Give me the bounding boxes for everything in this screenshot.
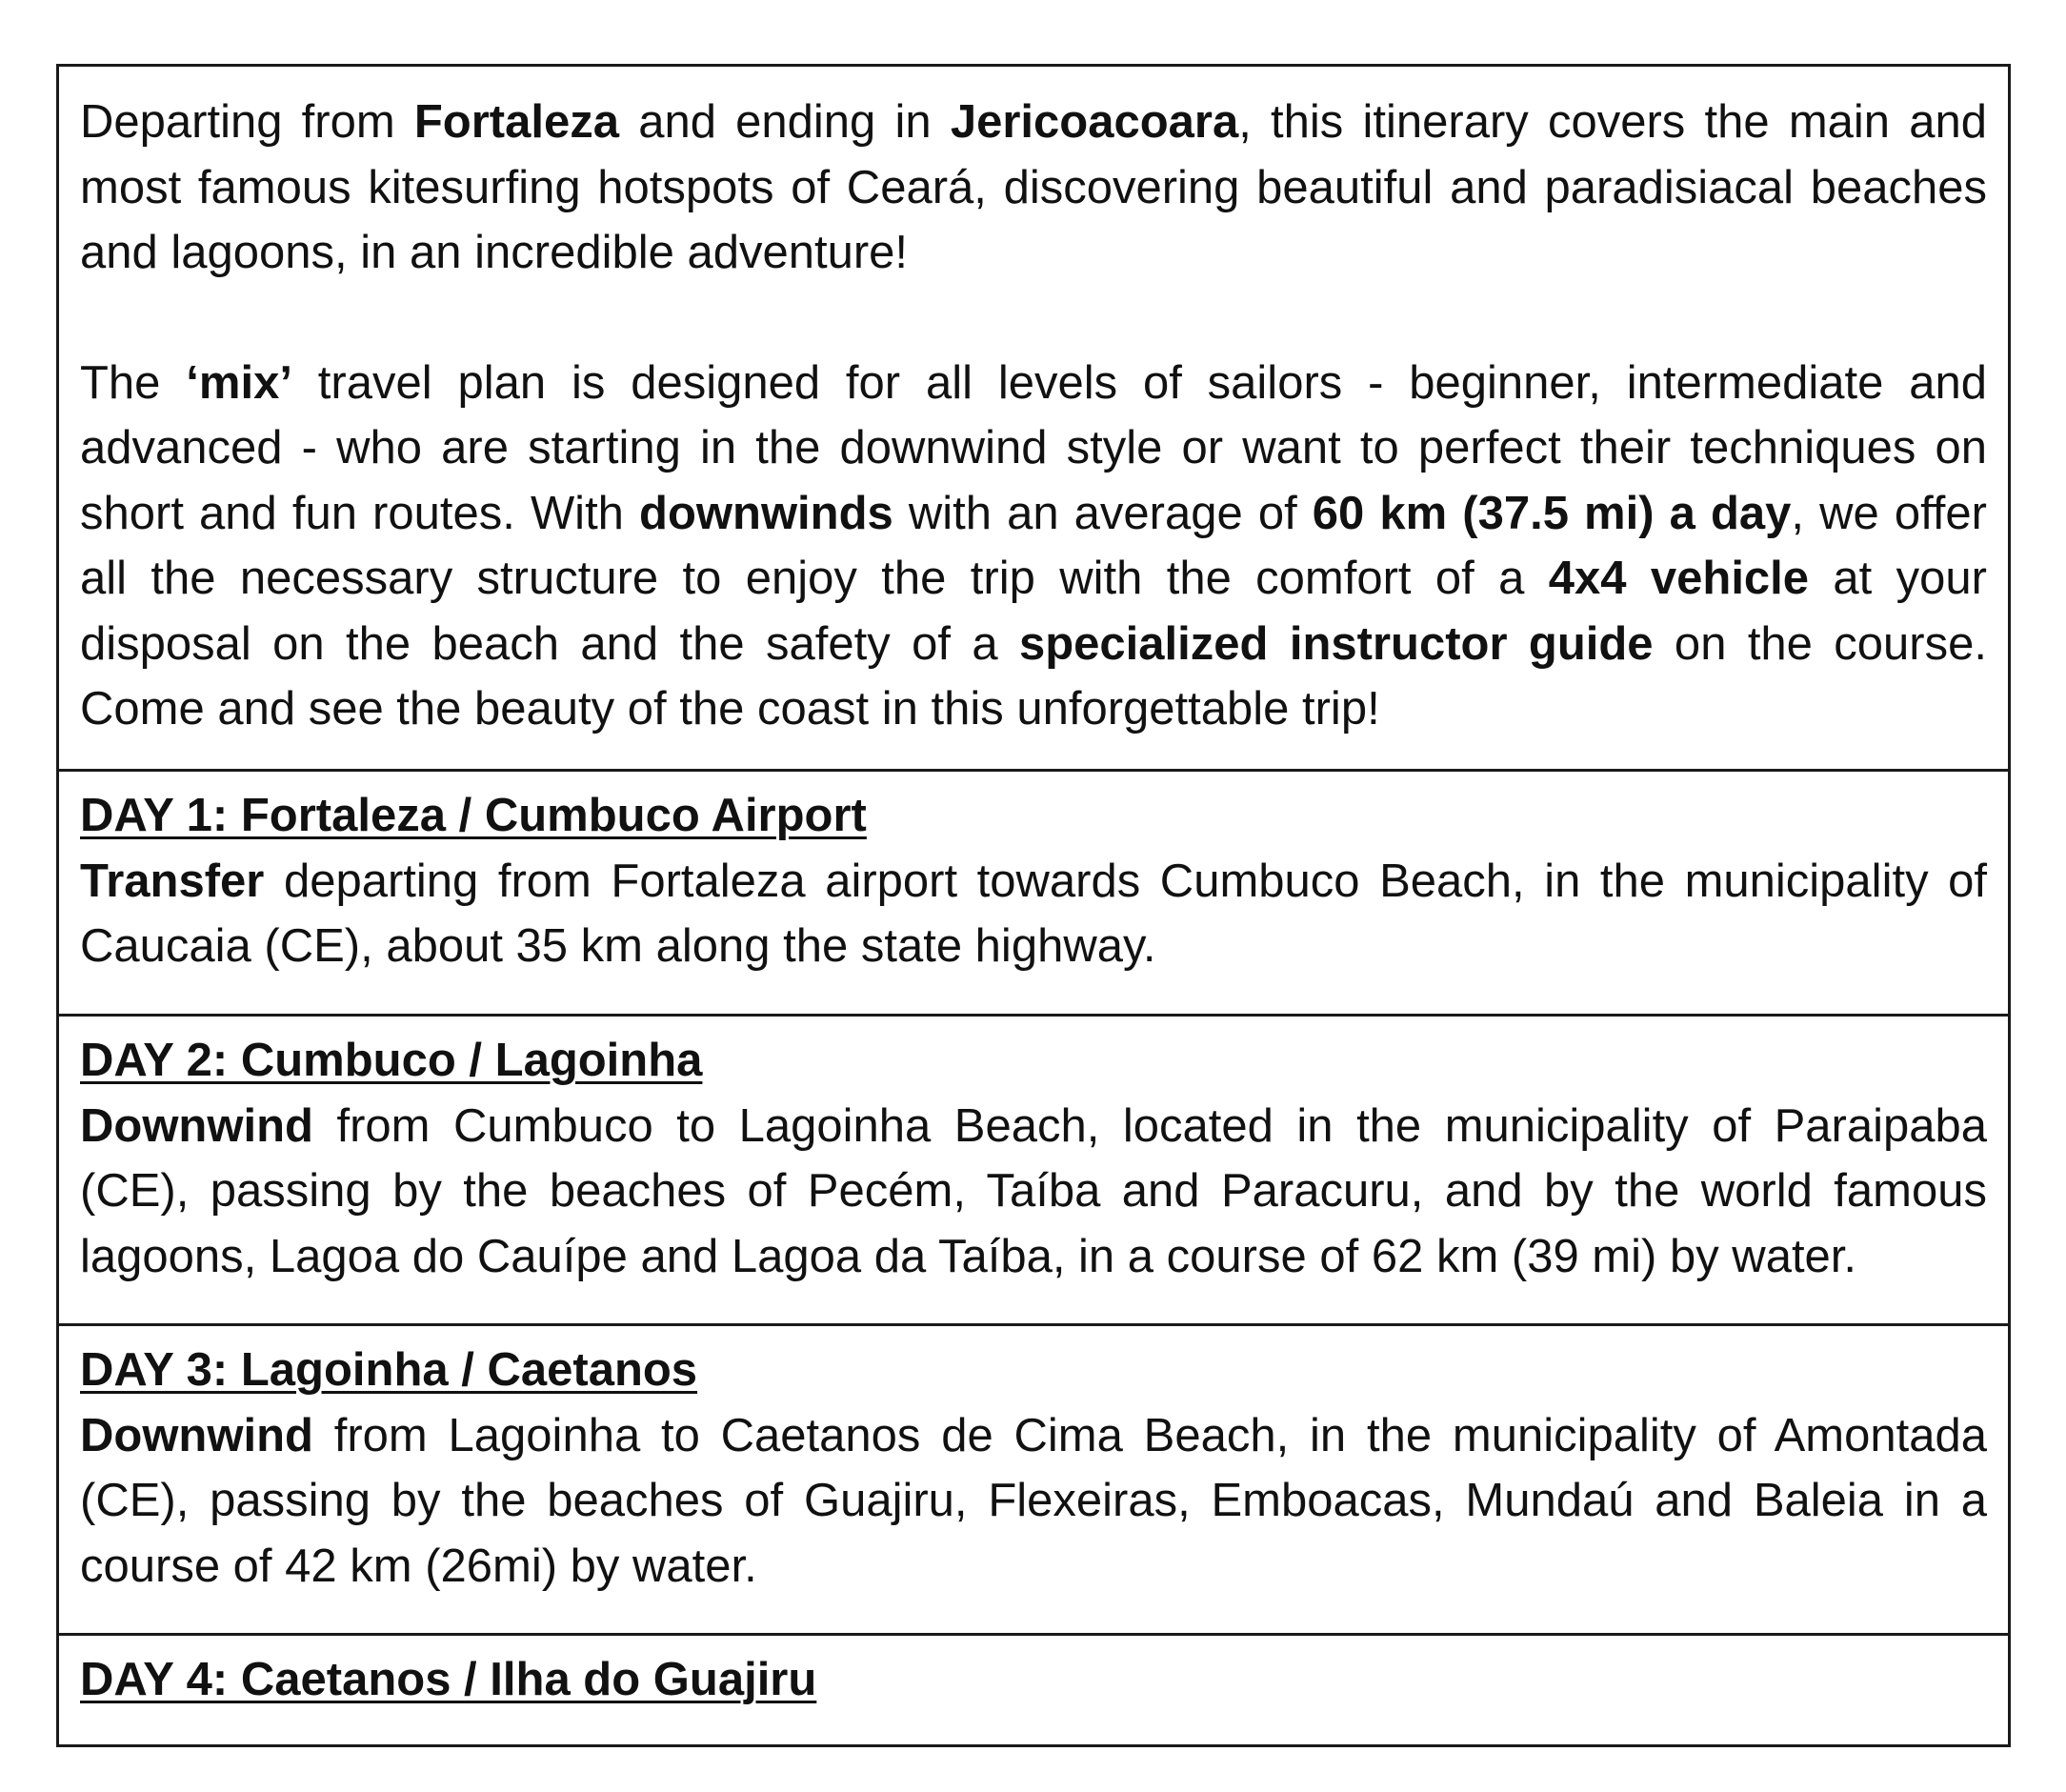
day-1-lead: Transfer — [80, 855, 265, 907]
intro-text: travel plan is designed for all levels of sailors - beginner, intermediate and advanced - who are starting in the downwind style or want to perfect their techniques on short and fun routes. With — [80, 356, 1987, 539]
intro-text: , we offer all the necessary structure to enjoy the trip with the comfort of a — [80, 487, 1987, 604]
day-4-cell — [59, 1633, 2008, 1744]
itinerary-table — [56, 64, 2011, 1747]
intro-text: and ending in — [619, 96, 951, 148]
intro-bold-text: 4x4 vehicle — [1548, 553, 1810, 604]
intro-bold-text: downwinds — [639, 487, 893, 539]
day-4-title: DAY 4: Caetanos / Ilha do Guajiru — [80, 1654, 817, 1705]
intro-bold-text: 60 km (37.5 mi) a day — [1312, 487, 1792, 539]
day-2-body: from Cumbuco to Lagoinha Beach, located in the municipality of Paraipaba (CE), passing by the beaches of Pecém, Taíba and Paracuru, and by the world famous lagoons, Lagoa do Cauípe and Lagoa da Taíba, in a course of 62 km (39 mi) by water. — [80, 1099, 1987, 1282]
day-1-cell — [59, 769, 2008, 1014]
intro-cell — [59, 67, 2008, 769]
intro-text: with an average of — [893, 487, 1313, 539]
day-1-body: departing from Fortaleza airport towards Cumbuco Beach, in the municipality of Caucaia (CE), about 35 km along the state highway. — [80, 855, 1987, 972]
day-2-cell — [59, 1014, 2008, 1323]
day-1-title: DAY 1: Fortaleza / Cumbuco Airport — [80, 790, 867, 841]
intro-text: , this itinerary covers the main and most famous kitesurfing hotspots of Ceará, discovering beautiful and paradisiacal beaches and lagoons, in an incredible adventure! — [80, 96, 1987, 278]
intro-paragraph-2 — [80, 351, 1987, 742]
day-3-lead: Downwind — [80, 1409, 313, 1461]
intro-bold-text: ‘mix’ — [186, 356, 292, 409]
intro-bold-text: specialized instructor guide — [1019, 617, 1654, 670]
intro-text: The — [80, 356, 187, 409]
day-2-lead: Downwind — [80, 1099, 313, 1152]
day-1-description — [80, 849, 1987, 979]
day-2-description — [80, 1094, 1987, 1290]
day-2-title: DAY 2: Cumbuco / Lagoinha — [80, 1035, 703, 1086]
intro-text: Departing from — [80, 96, 414, 148]
day-3-description — [80, 1403, 1987, 1600]
day-3-title: DAY 3: Lagoinha / Caetanos — [80, 1344, 698, 1396]
intro-text: on the course. Come and see the beauty of the coast in this unforgettable trip! — [80, 617, 1987, 735]
intro-bold-text: Fortaleza — [413, 96, 619, 148]
day-3-body: from Lagoinha to Caetanos de Cima Beach, in the municipality of Amontada (CE), passing by the beaches of Guajiru, Flexeiras, Emboacas, Mundaú and Baleia in a course of 42 km (26mi) by water. — [80, 1409, 1987, 1592]
intro-text: at your disposal on the beach and the safety of a — [80, 553, 1987, 670]
day-3-cell — [59, 1323, 2008, 1633]
intro-paragraph-1 — [80, 90, 1987, 286]
intro-bold-text: Jericoacoara — [950, 96, 1239, 148]
